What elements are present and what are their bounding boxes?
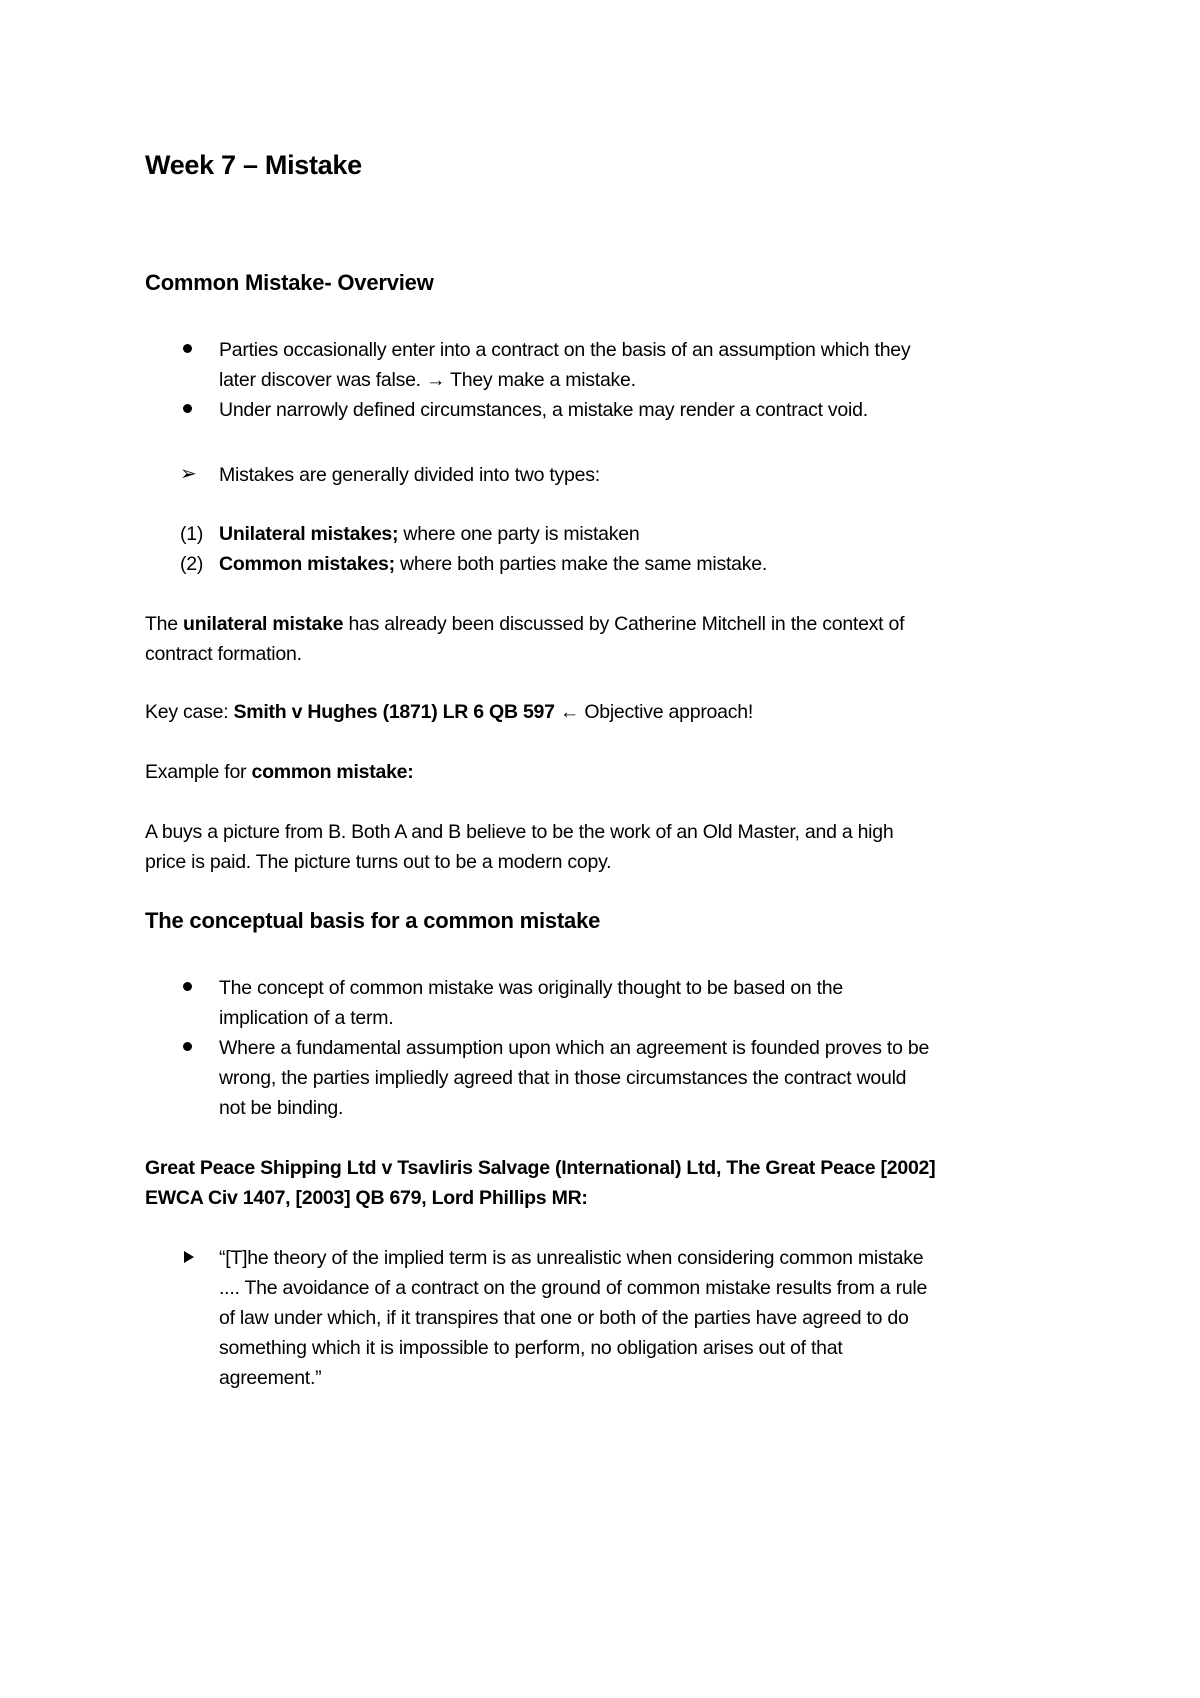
bullet-text-line: Parties occasionally enter into a contract on the basis of an assumption which they bbox=[219, 339, 911, 361]
right-arrow-icon: → bbox=[426, 369, 446, 391]
section-heading-conceptual-basis: The conceptual basis for a common mistake bbox=[145, 908, 601, 933]
example-text-line: A buys a picture from B. Both A and B believe to be the work of an Old Master, and a high bbox=[145, 821, 894, 843]
quote-line: .... The avoidance of a contract on the ground of common mistake results from a rule bbox=[219, 1277, 928, 1299]
bullet-dot-icon bbox=[183, 1042, 192, 1051]
numbered-item-text: where one party is mistaken bbox=[398, 523, 640, 545]
key-case-note: Objective approach! bbox=[584, 701, 754, 723]
bullet-text-line: not be binding. bbox=[219, 1097, 344, 1119]
numbered-item-term: Common mistakes; bbox=[219, 553, 395, 575]
key-case-line bbox=[145, 697, 753, 727]
paragraph-line bbox=[145, 609, 904, 639]
numbered-item bbox=[219, 519, 639, 549]
example-term: common mistake: bbox=[251, 761, 414, 783]
key-case-citation: Smith v Hughes (1871) LR 6 QB 597 bbox=[233, 701, 555, 723]
bullet-text-line: Under narrowly defined circumstances, a mistake may render a contract void. bbox=[219, 399, 868, 421]
list-number: (2) bbox=[180, 553, 204, 575]
numbered-item bbox=[219, 549, 767, 579]
case-heading-line: EWCA Civ 1407, [2003] QB 679, Lord Phillips MR: bbox=[145, 1187, 588, 1209]
left-arrow-icon: ← bbox=[554, 701, 585, 723]
section-heading-overview: Common Mistake- Overview bbox=[145, 270, 434, 295]
bullet-text: later discover was false. bbox=[219, 369, 427, 391]
paragraph-text: has already been discussed by Catherine Mitchell in the context of bbox=[343, 613, 905, 635]
example-label-line bbox=[145, 757, 414, 787]
paragraph-line: contract formation. bbox=[145, 643, 302, 665]
numbered-item-text: where both parties make the same mistake. bbox=[394, 553, 767, 575]
quote-line: of law under which, if it transpires that one or both of the parties have agreed to do bbox=[219, 1307, 909, 1329]
arrow-bullet-text: Mistakes are generally divided into two types: bbox=[219, 464, 600, 486]
quote-line: agreement.” bbox=[219, 1367, 322, 1389]
triangle-bullet-icon bbox=[184, 1251, 194, 1263]
bullet-dot-icon bbox=[183, 982, 192, 991]
bullet-text-line: Where a fundamental assumption upon which an agreement is founded proves to be bbox=[219, 1037, 930, 1059]
numbered-item-term: Unilateral mistakes; bbox=[219, 523, 399, 545]
bullet-text-line: wrong, the parties impliedly agreed that in those circumstances the contract would bbox=[219, 1067, 907, 1089]
quote-line: something which it is impossible to perform, no obligation arises out of that bbox=[219, 1337, 843, 1359]
bullet-text-line: implication of a term. bbox=[219, 1007, 394, 1029]
bullet-dot-icon bbox=[183, 404, 192, 413]
paragraph-bold-term: unilateral mistake bbox=[183, 613, 344, 635]
key-case-label: Key case: bbox=[145, 701, 234, 723]
list-number: (1) bbox=[180, 523, 204, 545]
page-title: Week 7 – Mistake bbox=[145, 150, 362, 180]
bullet-text-line bbox=[219, 365, 636, 395]
paragraph-text: The bbox=[145, 613, 184, 635]
arrowhead-bullet-icon: ➢ bbox=[180, 463, 197, 485]
bullet-text-line: The concept of common mistake was originally thought to be based on the bbox=[219, 977, 843, 999]
bullet-text: They make a mistake. bbox=[445, 369, 636, 391]
quote-line: “[T]he theory of the implied term is as unrealistic when considering common mistake bbox=[219, 1247, 924, 1269]
example-text-line: price is paid. The picture turns out to be a modern copy. bbox=[145, 851, 612, 873]
case-heading-line: Great Peace Shipping Ltd v Tsavliris Salvage (International) Ltd, The Great Peace [2002] bbox=[145, 1157, 936, 1179]
example-label: Example for bbox=[145, 761, 252, 783]
bullet-dot-icon bbox=[183, 344, 192, 353]
